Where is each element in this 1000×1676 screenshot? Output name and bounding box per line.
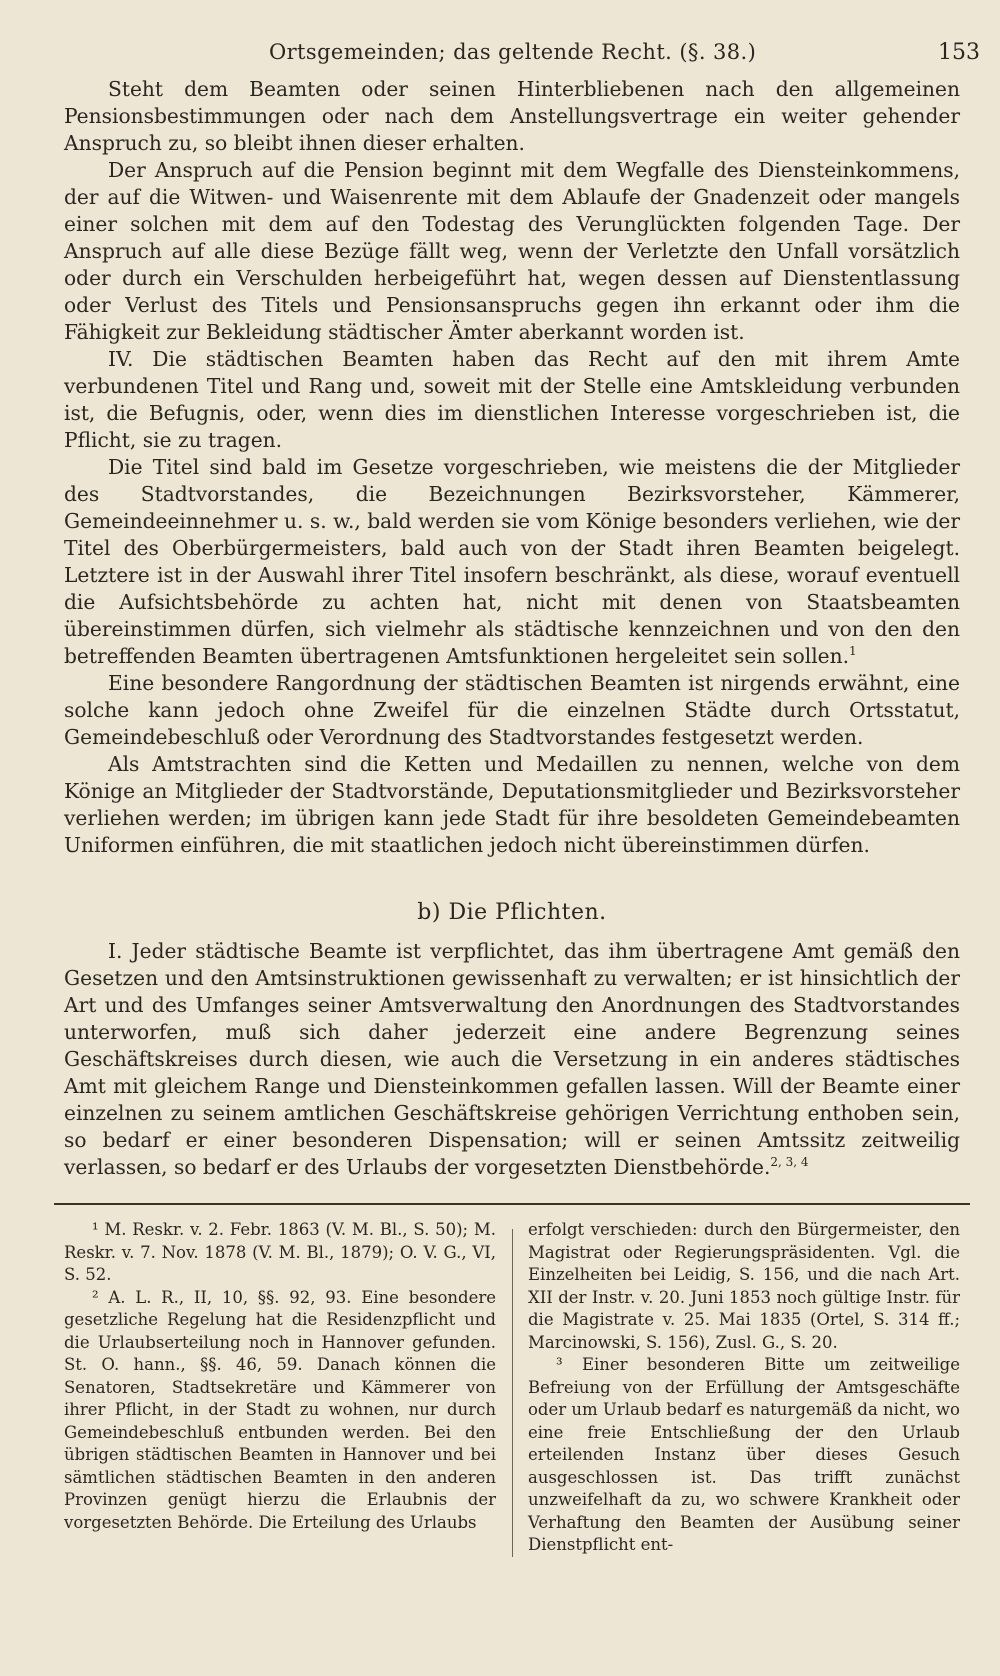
footnote-mark: 1 [849,644,857,658]
paragraph [64,938,960,1181]
footnotes [64,1219,960,1557]
paragraph: Als Amtstrachten sind die Ketten und Medaillen zu nennen, welche von dem Könige an Mitglieder der Stadtvorstände, Deputationsmitglieder und Bezirksvorsteher verliehen werden; im übrigen kann jede Stadt für ihre besoldeten Gemeindebeamten Uniformen einführen, die mit staatlichen jedoch nicht übereinstimmen dürfen. [64,752,960,857]
paragraph: Eine besondere Rangordnung der städtischen Beamten ist nirgends erwähnt, eine solche kann jedoch ohne Zweifel für die einzelnen Städte durch Ortsstatut, Gemeindebeschluß oder Verordnung des Stadtvorstandes festgesetzt werden. [64,671,960,749]
running-head: Ortsgemeinden; das geltende Recht. (§. 38.) [269,40,757,64]
column-divider [512,1229,513,1557]
paragraph: Der Anspruch auf die Pension beginnt mit dem Wegfalle des Diensteinkommens, der auf die Witwen- und Waisenrente mit dem Ablaufe der Gnadenzeit oder mangels einer solchen mit dem auf den Todestag des Verunglückten folgenden Tage. Der Anspruch auf alle diese Bezüge fällt weg, wenn der Verletzte den Unfall vorsätzlich oder durch ein Verschulden herbeigeführt hat, wegen dessen auf Dienstentlassung oder Verlust des Titels und Pensionsanspruchs gegen ihn erkannt oder ihm die Fähigkeit zur Bekleidung städtischer Ämter aberkannt worden ist. [64,158,960,344]
main-text [64,76,960,1181]
document-page [64,40,980,1650]
section-heading: b) Die Pflichten. [417,900,607,925]
footnotes-right-column [528,1219,960,1557]
paragraph-text: Die Titel sind bald im Gesetze vorgeschrieben, wie meistens die der Mitglieder des Stadtvorstandes, die Bezeichnungen Bezirksvorsteher, Kämmerer, Gemeindeeinnehmer u. s. w., bald werden sie vom Könige besonders verliehen, wie der Titel des Oberbürgermeisters, bald auch von der Stadt ihren Beamten beigelegt. Letztere ist in der Auswahl ihrer Titel insofern beschränkt, als diese, worauf eventuell die Aufsichtsbehörde zu achten hat, nicht mit denen von Staatsbeamten übereinstimmen dürfen, sich vielmehr als städtische kennzeichnen und von den den betreffenden Beamten übertragenen Amtsfunktionen hergeleitet sein sollen. [64,455,960,668]
footnotes-left-column [64,1219,496,1557]
paragraph: Steht dem Beamten oder seinen Hinterbliebenen nach den allgemeinen Pensionsbestimmungen oder nach dem Anstellungsvertrage ein weiter gehender Anspruch zu, so bleibt ihnen dieser erhalten. [64,77,960,155]
footnote-rule [54,1203,970,1205]
page-header [64,40,980,76]
footnote: ¹ M. Reskr. v. 2. Febr. 1863 (V. M. Bl., S. 50); M. Reskr. v. 7. Nov. 1878 (V. M. Bl., 1879); O. V. G., VI, S. 52. [64,1220,496,1284]
footnote: ² A. L. R., II, 10, §§. 92, 93. Eine besondere gesetzliche Regelung hat die Residenzpflicht und die Urlaubserteilung noch in Hannover gefunden. St. O. hann., §§. 46, 59. Danach können die Senatoren, Stadtsekretäre und Kämmerer von ihrer Pflicht, in der Stadt zu wohnen, nur durch Gemeindebeschluß entbunden werden. Bei den übrigen städtischen Beamten in Hannover und bei sämtlichen städtischen Beamten in den anderen Provinzen genügt hierzu die Erlaubnis der vorgesetzten Behörde. Die Erteilung des Urlaubs [64,1287,496,1532]
paragraph-text: I. Jeder städtische Beamte ist verpflichtet, das ihm übertragene Amt gemäß den Gesetzen und den Amtsinstruktionen gewissenhaft zu verwalten; er ist hinsichtlich der Art und des Umfanges seiner Amtsverwaltung den Anordnungen des Stadtvorstandes unterworfen, muß sich daher jederzeit eine andere Begrenzung seines Geschäftskreises durch diesen, wie auch die Versetzung in ein anderes städtisches Amt mit gleichem Range und Diensteinkommen gefallen lassen. Will der Beamte einer einzelnen zu seinem amtlichen Geschäftskreise gehörigen Verrichtung enthoben sein, so bedarf er einer besonderen Dispensation; will er seinen Amtssitz zeitweilig verlassen, so bedarf er des Urlaubs der vorgesetzten Dienstbehörde. [64,939,960,1179]
paragraph [64,454,960,670]
footnote-mark: 2, 3, 4 [770,1155,809,1169]
paragraph: IV. Die städtischen Beamten haben das Recht auf den mit ihrem Amte verbundenen Titel und Rang und, soweit mit der Stelle eine Amtskleidung verbunden ist, die Befugnis, oder, wenn dies im dienstlichen Interesse vorgeschrieben ist, die Pflicht, sie zu tragen. [64,347,960,452]
page-number: 153 [938,40,980,65]
footnote: ³ Einer besonderen Bitte um zeitweilige Befreiung von der Erfüllung der Amtsgeschäfte oder um Urlaub bedarf es naturgemäß da nicht, wo eine freie Entschließung der den Urlaub erteilenden Instanz über dieses Gesuch ausgeschlossen ist. Das trifft zunächst unzweifelhaft da zu, wo schwere Krankheit oder Verhaftung den Beamten der Ausübung seiner Dienstpflicht ent- [528,1355,960,1554]
footnote-continuation: erfolgt verschieden: durch den Bürgermeister, den Magistrat oder Regierungspräsidenten. Vgl. die Einzelheiten bei Leidig, S. 156, und die nach Art. XII der Instr. v. 20. Juni 1853 noch gültige Instr. für die Magistrate v. 25. Mai 1835 (Ortel, S. 314 ff.; Marcinowski, S. 156), Zusl. G., S. 20. [528,1220,960,1352]
